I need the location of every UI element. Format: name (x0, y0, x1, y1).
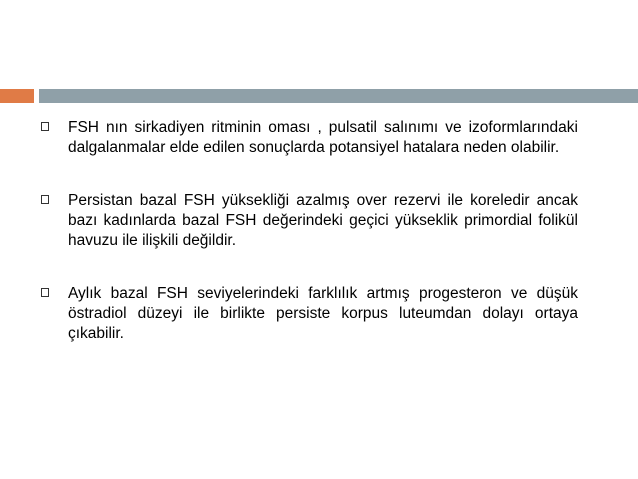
square-bullet-icon (41, 288, 49, 297)
square-bullet-icon (41, 195, 49, 204)
title-divider-bar (39, 89, 638, 103)
bullet-list (40, 118, 578, 377)
bullet-text: Aylık bazal FSH seviyelerindeki farklılık artmış progesteron ve düşük östradiol düzeyi ile birlikte persiste korpus luteumdan dolayı ortaya çıkabilir. (68, 285, 578, 342)
bullet-item (40, 191, 578, 251)
accent-bar (0, 89, 34, 103)
bullet-item (40, 284, 578, 344)
bullet-text: FSH nın sirkadiyen ritminin oması , pulsatil salınımı ve izoformlarındaki dalgalanmalar elde edilen sonuçlarda potansiyel hatalara neden olabilir. (68, 119, 578, 156)
bullet-item (40, 118, 578, 158)
square-bullet-icon (41, 122, 49, 131)
bullet-text: Persistan bazal FSH yüksekliği azalmış over rezervi ile koreledir ancak bazı kadınlarda bazal FSH değerindeki geçici yükseklik primordial folikül havuzu ile ilişkili değildir. (68, 192, 578, 249)
